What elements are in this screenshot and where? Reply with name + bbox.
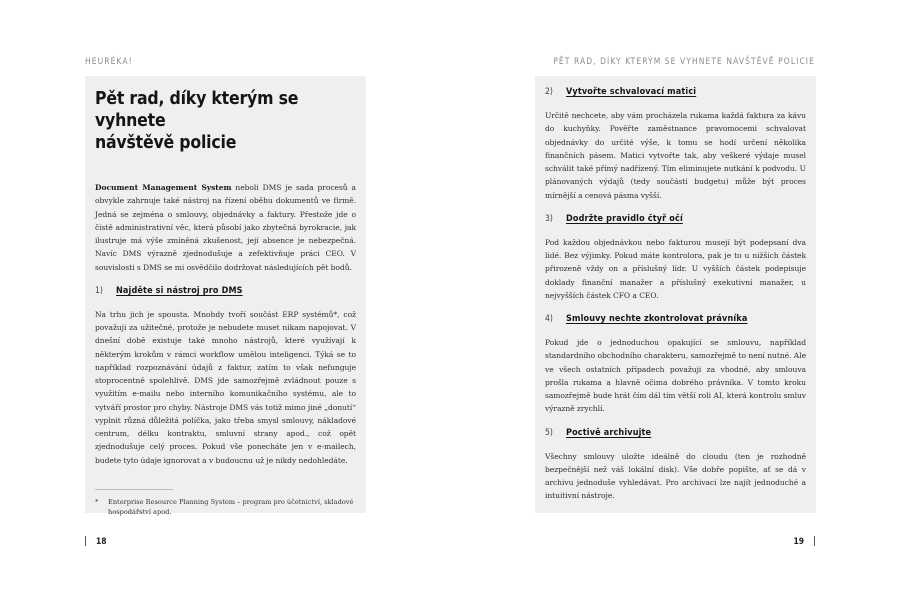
section-title: Vytvořte schvalovací matici	[566, 87, 697, 97]
section-body-2: Určitě nechcete, aby vám procházela rukama každá faktura za kávu do kuchyňky. Pověřte zaměstnance pravomocemi schvalovat objednávky do určité výše, k tomu se hodí určení několika finančních pásem. Matici vytvořte tak, aby veškeré výdaje musel schválit také přímý nadřízený. Tím eliminujete nutkání k podvodu. U plánovaných výdajů (tedy součásti budgetu) může být proces mírnější a cenová pásma vyšší.	[545, 111, 806, 200]
page-title	[95, 88, 356, 154]
footnote-divider	[95, 489, 173, 490]
section-number: 1)	[95, 285, 103, 296]
page-number-right	[794, 536, 816, 546]
right-page-panel	[535, 76, 816, 513]
section-body-5: Všechny smlouvy uložte ideálně do cloudu (ten je rozhodně bezpečnější než váš lokální disk). Vše dobře popište, ať se dá v archivu jednoduše vyhledávat. Pro archivaci lze najít jednoduché a intuitivní nástroje.	[545, 451, 806, 501]
running-head-right: PĚT RAD, DÍKY KTERÝM SE VYHNETE NÁVŠTĚVĚ POLICIE	[553, 56, 815, 66]
title-line-2: návštěvě policie	[95, 133, 237, 153]
section-number: 4)	[545, 314, 553, 324]
footnote	[95, 497, 356, 517]
section-number: 3)	[545, 213, 553, 224]
section-heading-2	[545, 87, 806, 97]
intro-text: neboli DMS je sada procesů a obvykle zahrnuje také nástroj na řízení oběhu dokumentů ve firmě. Jedná se zejména o smlouvy, objednávky a faktury. Přestože jde o čistě administrativní věc, která působí jako zbytečná byrokracie, jak ilustruje má výše zmíněná zkušenost, její absence je nebezpečná. Navíc DMS výrazně zjednodušuje a zefektivňuje práci CEO. V souvislosti s DMS se mi osvědčilo dodržovat následujících pět bodů.	[95, 183, 356, 272]
section-body-4: Pokud jde o jednoduchou opakující se smlouvu, například standardního obchodního charakteru, samozřejmě to není nutné. Ale ve všech ostatních případech považuji za vhodné, aby smlouva prošla rukama a hlavně očima dobrého právníka. V tomto kroku samozřejmě bude hrát čím dál tím větší roli AI, která kontrolu smluv výrazně zrychlí.	[545, 338, 806, 414]
section-number: 2)	[545, 87, 553, 97]
intro-paragraph	[95, 181, 356, 274]
section-number: 5)	[545, 427, 553, 438]
section-title: Najděte si nástroj pro DMS	[116, 285, 243, 296]
section-heading-5	[545, 428, 806, 438]
section-heading-3	[545, 214, 806, 224]
page-number: 19	[793, 536, 804, 546]
page-number-left	[85, 536, 107, 546]
title-line-1: Pět rad, díky kterým se vyhnete	[95, 89, 299, 131]
section-body-1: Na trhu jich je spousta. Mnohdy tvoří součást ERP systémů*, což považuji za užitečné, protože je nebudete muset nikam napojovat. V dnešní době existuje také mnoho nástrojů, které využívají k některým krokům v rámci workflow umělou inteligenci. Týká se to například rozpoznávání údajů z faktur, zatím to však nefunguje stoprocentně spolehlivě. DMS jde samozřejmě zvládnout pouze s využitím e-mailu nebo interního komunikačního systému, ale to vytváří prostor pro chyby. Nástroje DMS vás totiž mimo jiné „donutí“ vyplnit různá důležitá políčka, jako třeba smysl smlouvy, nákladové centrum, délku kontraktu, smluvní strany apod., což opět zjednodušuje celý proces. Pokud vše ponecháte jen v e-mailech, budete tyto údaje ignorovat a v budoucnu už je nikdy nedohledáte.	[95, 309, 357, 465]
running-head-left: HEURÉKA!	[85, 56, 133, 66]
section-title: Poctivě archivujte	[566, 427, 652, 438]
page-number: 18	[96, 536, 107, 546]
folio-divider	[814, 536, 815, 546]
folio-divider	[85, 536, 86, 546]
section-heading-1	[95, 286, 356, 296]
intro-bold-term: Document Management System	[95, 183, 232, 192]
section-body-3: Pod každou objednávkou nebo fakturou musejí být podepsaní dva lidé. Bez výjimky. Pokud máte kontrolora, pak je to u nižších částek přirozeně vždy on a příslušný lídr. U vyšších částek podepisuje doklady finanční manažer a příslušný exekutivní manažer, u nejvyšších částek CFO a CEO.	[545, 237, 806, 300]
section-title: Dodržte pravidlo čtyř očí	[566, 213, 683, 224]
footnote-mark: *	[95, 497, 99, 506]
section-title: Smlouvy nechte zkontrolovat právníka	[566, 314, 748, 324]
footnote-text: Enterprise Resource Planning System – program pro účetnictví, skladové hospodářství apod.	[108, 497, 354, 516]
left-page-panel	[85, 76, 366, 516]
section-heading-4	[545, 314, 806, 324]
